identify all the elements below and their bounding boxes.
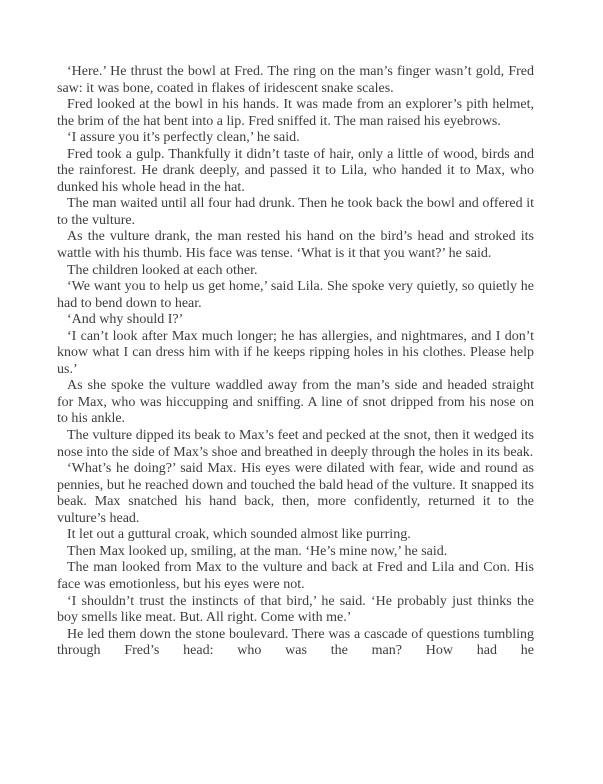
paragraph: It let out a guttural croak, which sounded almost like purring. — [67, 527, 411, 543]
paragraph: He led them down the stone boulevard. There was a cascade of questions tumbling through Fred’s head: who was the man? How had he — [57, 626, 534, 659]
paragraph: ‘Here.’ He thrust the bowl at Fred. The ring on the man’s finger wasn’t gold, Fred saw: it was bone, coated in flakes of iridescent snake scales. — [57, 64, 534, 96]
paragraph: The man waited until all four had drunk. Then he took back the bowl and offered it to the vulture. — [57, 196, 534, 228]
paragraph: The children looked at each other. — [67, 262, 258, 278]
paragraph: ‘And why should I?’ — [67, 312, 184, 328]
paragraph: ‘I shouldn’t trust the instincts of that bird,’ he said. ‘He probably just thinks the boy smells like meat. But. All right. Come with me.’ — [57, 593, 534, 626]
paragraph: ‘What’s he doing?’ said Max. His eyes were dilated with fear, wide and round as pennies, but he reached down and touched the bald head of the vulture. It snapped its beak. Max snatched his hand back, then, more confidently, returned it to the vulture’s head. — [57, 461, 534, 526]
paragraph: Fred took a gulp. Thankfully it didn’t taste of hair, only a little of wood, birds and the rainforest. He drank deeply, and passed it to Lila, who handed it to Max, who dunked his whole head in the hat. — [57, 146, 534, 195]
paragraph: As she spoke the vulture waddled away from the man’s side and headed straight for Max, who was hiccupping and sniffing. A line of snot dripped from his nose on to his ankle. — [57, 378, 534, 427]
paragraph: Then Max looked up, smiling, at the man. ‘He’s mine now,’ he said. — [67, 543, 448, 559]
paragraph: ‘I assure you it’s perfectly clean,’ he said. — [67, 130, 300, 146]
paragraph: The man looked from Max to the vulture and back at Fred and Lila and Con. His face was emotionless, but his eyes were not. — [57, 560, 534, 592]
page-text — [57, 64, 534, 660]
paragraph: ‘I can’t look after Max much longer; he has allergies, and nightmares, and I don’t know what I can dress him with if he keeps ripping holes in his clothes. Please help us.’ — [57, 328, 534, 377]
paragraph: As the vulture drank, the man rested his hand on the bird’s head and stroked its wattle with his thumb. His face was tense. ‘What is it that you want?’ he said. — [57, 229, 534, 262]
paragraph: ‘We want you to help us get home,’ said Lila. She spoke very quietly, so quietly he had to bend down to hear. — [57, 279, 534, 311]
paragraph: Fred looked at the bowl in his hands. It was made from an explorer’s pith helmet, the brim of the hat bent into a lip. Fred sniffed it. The man raised his eyebrows. — [57, 97, 534, 129]
paragraph: The vulture dipped its beak to Max’s feet and pecked at the snot, then it wedged its nose into the side of Max’s shoe and breathed in deeply through the holes in its beak. — [57, 428, 534, 460]
